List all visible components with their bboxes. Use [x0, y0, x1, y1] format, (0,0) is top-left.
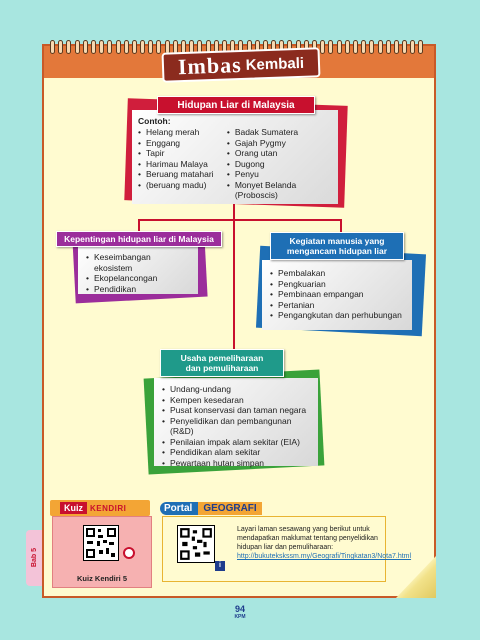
- main-title: Hidupan Liar di Malaysia: [157, 96, 315, 114]
- spiral-ring: [418, 40, 423, 54]
- qr-code-icon[interactable]: [177, 525, 215, 563]
- spiral-ring: [156, 40, 161, 54]
- spiral-ring: [386, 40, 391, 54]
- contoh-label: Contoh:: [138, 116, 171, 126]
- geografi-label: GEOGRAFI: [198, 502, 261, 515]
- kuiz-caption: Kuiz Kendiri 5: [76, 574, 127, 583]
- list-item: • Dugong: [227, 159, 332, 170]
- kuiz-header: [50, 500, 150, 516]
- list-item: • Helang merah: [138, 127, 217, 138]
- list-item: • Badak Sumatera: [227, 127, 332, 138]
- connector-right-drop: [340, 219, 342, 233]
- list-item: • Pengangkutan dan perhubungan: [270, 310, 404, 321]
- banner-kembali: Kembali: [245, 54, 305, 74]
- list-item: • Pertanian: [270, 300, 404, 311]
- kegiatan-title-line1: Kegiatan manusia yang: [289, 236, 385, 246]
- info-icon: i: [215, 561, 225, 571]
- contoh-list-left: [138, 127, 217, 201]
- portal-text: Layari laman sesawang yang berikut untuk mendapatkan maklumat tentang penyelidikan hidupan liar dan pemuliharaan:: [237, 526, 378, 551]
- spiral-ring: [337, 40, 342, 54]
- list-item: • Pendidikan alam sekitar: [162, 447, 310, 458]
- connector-vertical-bottom: [233, 220, 235, 350]
- list-item: • Ekopelancongan: [86, 273, 190, 284]
- usaha-title-line2: dan pemuliharaan: [185, 363, 259, 373]
- list-item: • Harimau Malaya: [138, 159, 217, 170]
- spiral-ring: [320, 40, 325, 54]
- list-item: • Gajah Pygmy: [227, 138, 332, 149]
- list-item: • Kempen kesedaran: [162, 395, 310, 406]
- usaha-title-line1: Usaha pemeliharaan: [180, 353, 264, 363]
- spiral-ring: [132, 40, 137, 54]
- spiral-ring: [58, 40, 63, 54]
- kegiatan-title-line2: mengancam hidupan liar: [286, 246, 388, 256]
- list-item: • Pengkuarian: [270, 279, 404, 290]
- chapter-label: Bab 5: [30, 548, 38, 568]
- kuiz-label: Kuiz: [60, 502, 87, 514]
- spiral-ring: [91, 40, 96, 54]
- spiral-ring: [99, 40, 104, 54]
- list-item: • Keseimbangan ekosistem: [86, 252, 190, 273]
- publisher-label: KPM: [234, 614, 246, 620]
- chapter-tab: [26, 530, 42, 586]
- spiral-ring: [148, 40, 153, 54]
- portal-geografi-box: [160, 500, 412, 584]
- list-item: • Undang-undang: [162, 384, 310, 395]
- page-number: [226, 604, 254, 620]
- kegiatan-panel: [262, 260, 412, 330]
- list-item: • Beruang matahari: [138, 169, 217, 180]
- spiral-ring: [353, 40, 358, 54]
- list-item: • Tapir: [138, 148, 217, 159]
- portal-body: [162, 516, 412, 582]
- target-icon: [123, 547, 135, 559]
- kegiatan-title: [270, 232, 404, 260]
- portal-header: [160, 500, 330, 516]
- spiral-ring: [116, 40, 121, 54]
- connector-vertical-top: [233, 204, 235, 220]
- spiral-ring: [328, 40, 333, 54]
- list-item: • Penyelidikan dan pembangunan (R&D): [162, 416, 310, 437]
- spiral-ring: [410, 40, 415, 54]
- spiral-ring: [369, 40, 374, 54]
- kendiri-label: KENDIRI: [90, 503, 127, 513]
- spiral-ring: [50, 40, 55, 54]
- spiral-ring: [345, 40, 350, 54]
- list-item: • Penyu: [227, 169, 332, 180]
- kuiz-body: [52, 516, 152, 588]
- list-item: • Enggang: [138, 138, 217, 149]
- portal-link[interactable]: http://bukutekskssm.my/Geografi/Tingkatan3/Nota7.html: [237, 553, 412, 560]
- list-item: • Penilaian impak alam sekitar (EIA): [162, 437, 310, 448]
- qr-code-icon[interactable]: [83, 525, 119, 561]
- banner-imbas: Imbas: [177, 51, 243, 80]
- spiral-ring: [75, 40, 80, 54]
- page-number-value: 94: [234, 604, 245, 614]
- usaha-title: [160, 349, 284, 377]
- list-item: • Pusat konservasi dan taman negara: [162, 405, 310, 416]
- list-item: • Pembinaan empangan: [270, 289, 404, 300]
- spiral-ring: [107, 40, 112, 54]
- spiral-ring: [66, 40, 71, 54]
- portal-description: [237, 525, 412, 561]
- list-item: • Pembalakan: [270, 268, 404, 279]
- list-item: • Pendidikan: [86, 284, 190, 295]
- spiral-ring: [140, 40, 145, 54]
- imbas-kembali-banner: [162, 47, 321, 82]
- kepentingan-title: Kepentingan hidupan liar di Malaysia: [56, 231, 222, 247]
- contoh-list-right: [227, 127, 332, 201]
- kuiz-kendiri-box: [50, 500, 154, 588]
- spiral-ring: [378, 40, 383, 54]
- spiral-ring: [83, 40, 88, 54]
- usaha-panel: [154, 378, 318, 466]
- portal-label: Portal: [160, 502, 198, 515]
- spiral-ring: [402, 40, 407, 54]
- list-item: • (beruang madu): [138, 180, 217, 191]
- kepentingan-panel: [78, 246, 198, 294]
- list-item: • Orang utan: [227, 148, 332, 159]
- list-item: • Monyet Belanda (Proboscis): [227, 180, 332, 201]
- spiral-ring: [361, 40, 366, 54]
- list-item: • Pewartaan hutan simpan: [162, 458, 310, 469]
- spiral-ring: [124, 40, 129, 54]
- connector-horizontal: [138, 219, 342, 221]
- contoh-panel: [132, 110, 338, 204]
- spiral-ring: [394, 40, 399, 54]
